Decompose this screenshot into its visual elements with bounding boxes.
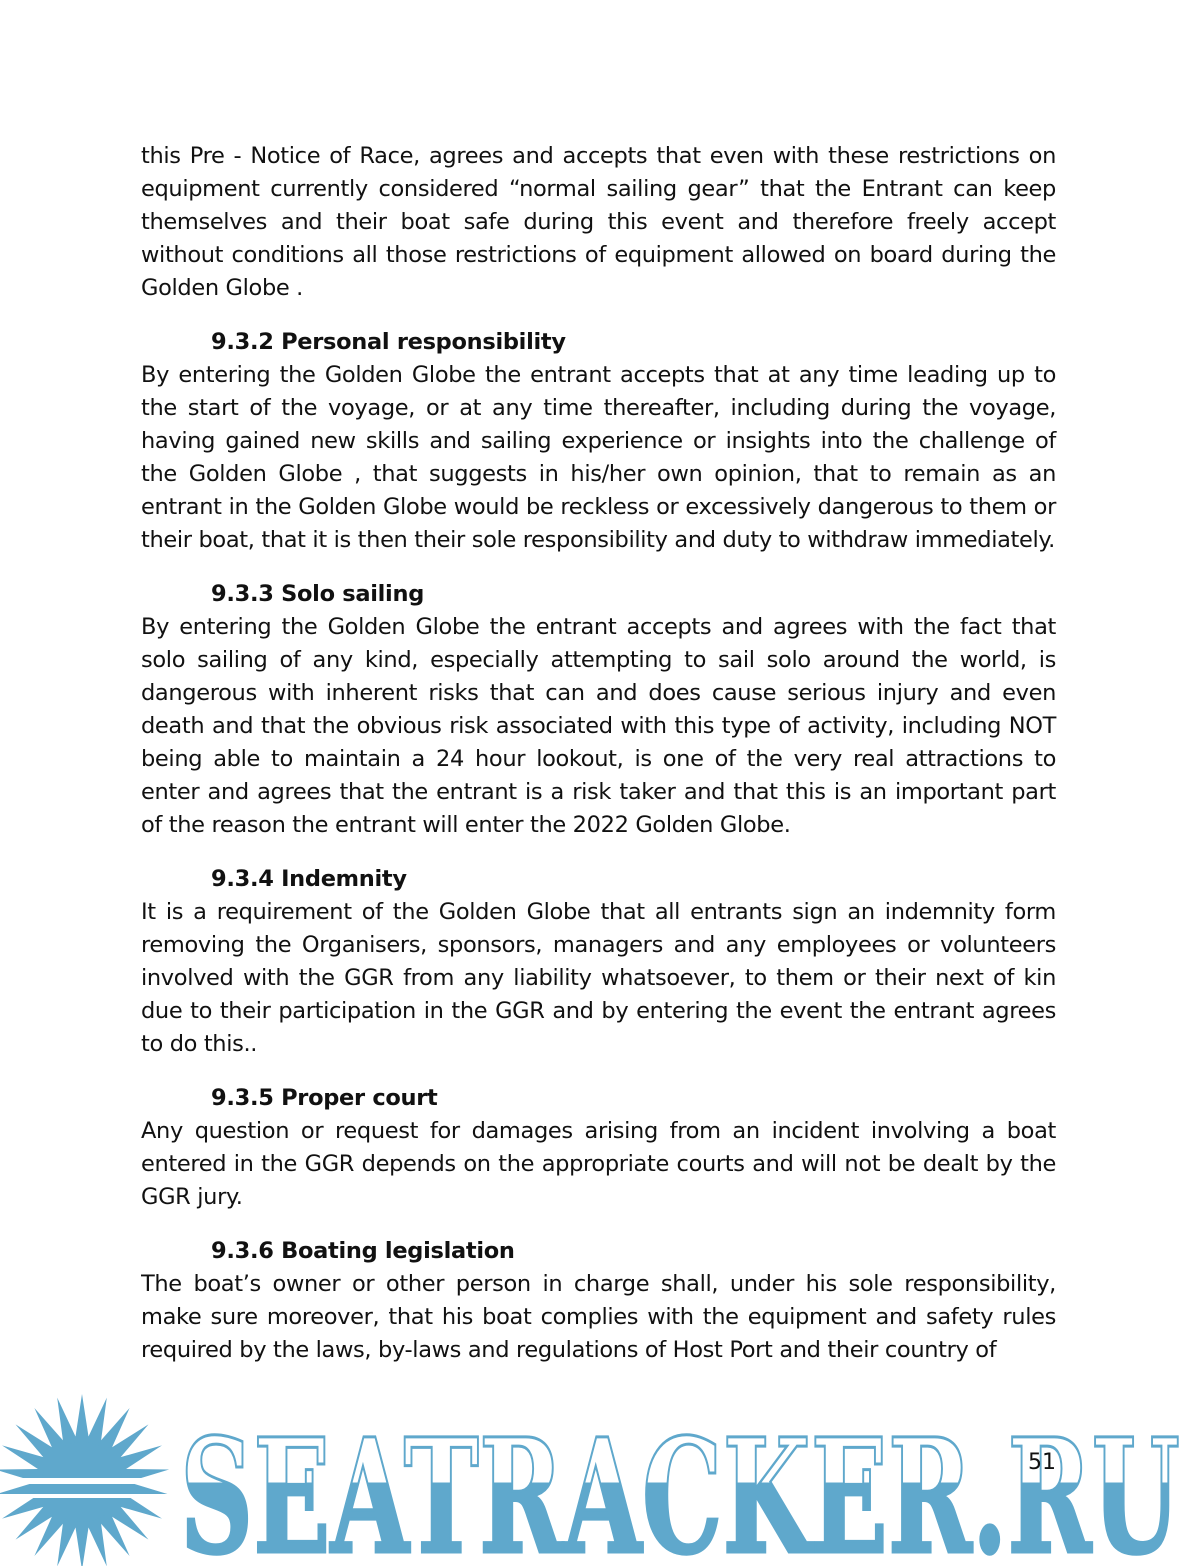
watermark-banner (0, 1392, 1199, 1566)
section-heading: 9.3.5 Proper court (211, 1085, 438, 1111)
section-heading: 9.3.4 Indemnity (211, 866, 407, 892)
section-body: The boat’s owner or other person in charge shall, under his sole responsibility, make sure moreover, that his boat complies with the equipment and safety rules required by the laws, by-laws and regulations of Host Port and their country of (141, 1271, 1056, 1363)
section-heading: 9.3.3 Solo sailing (211, 581, 424, 607)
sun-icon (0, 1394, 180, 1566)
section-body: By entering the Golden Globe the entrant accepts that at any time leading up to the start of the voyage, or at any time thereafter, including during the voyage, having gained new skills and sailing experience or insights into the challenge of the Golden Globe , that suggests in his/her own opinion, that to remain as an entrant in the Golden Globe would be reckless or excessively dangerous to them or their boat, that it is then their sole responsibility and duty to withdraw immediately. (141, 362, 1056, 553)
section-body: Any question or request for damages arising from an incident involving a boat entered in the GGR depends on the appropriate courts and will not be dealt by the GGR jury. (141, 1118, 1056, 1210)
intro-paragraph: this Pre - Notice of Race, agrees and accepts that even with these restrictions on equipment currently considered “normal sailing gear” that the Entrant can keep themselves and their boat safe during this event and therefore freely accept without conditions all those restrictions of equipment allowed on board during the Golden Globe . (141, 143, 1056, 301)
section-body: It is a requirement of the Golden Globe that all entrants sign an indemnity form removing the Organisers, sponsors, managers and any employees or volunteers involved with the GGR from any liability whatsoever, to them or their next of kin due to their participation in the GGR and by entering the event the entrant agrees to do this.. (141, 899, 1056, 1057)
watermark-text: SEATRACKER.RU (180, 1405, 1180, 1566)
section-heading: 9.3.6 Boating legislation (211, 1238, 515, 1264)
section-body: By entering the Golden Globe the entrant accepts and agrees with the fact that solo sailing of any kind, especially attempting to sail solo around the world, is dangerous with inherent risks that can and does cause serious injury and even death and that the obvious risk associated with this type of activity, including NOT being able to maintain a 24 hour lookout, is one of the very real attractions to enter and agrees that the entrant is a risk taker and that this is an important part of the reason the entrant will enter the 2022 Golden Globe. (141, 614, 1056, 838)
document-body (141, 140, 1056, 1367)
page-number: 51 (1028, 1450, 1056, 1475)
section-heading: 9.3.2 Personal responsibility (211, 329, 566, 355)
